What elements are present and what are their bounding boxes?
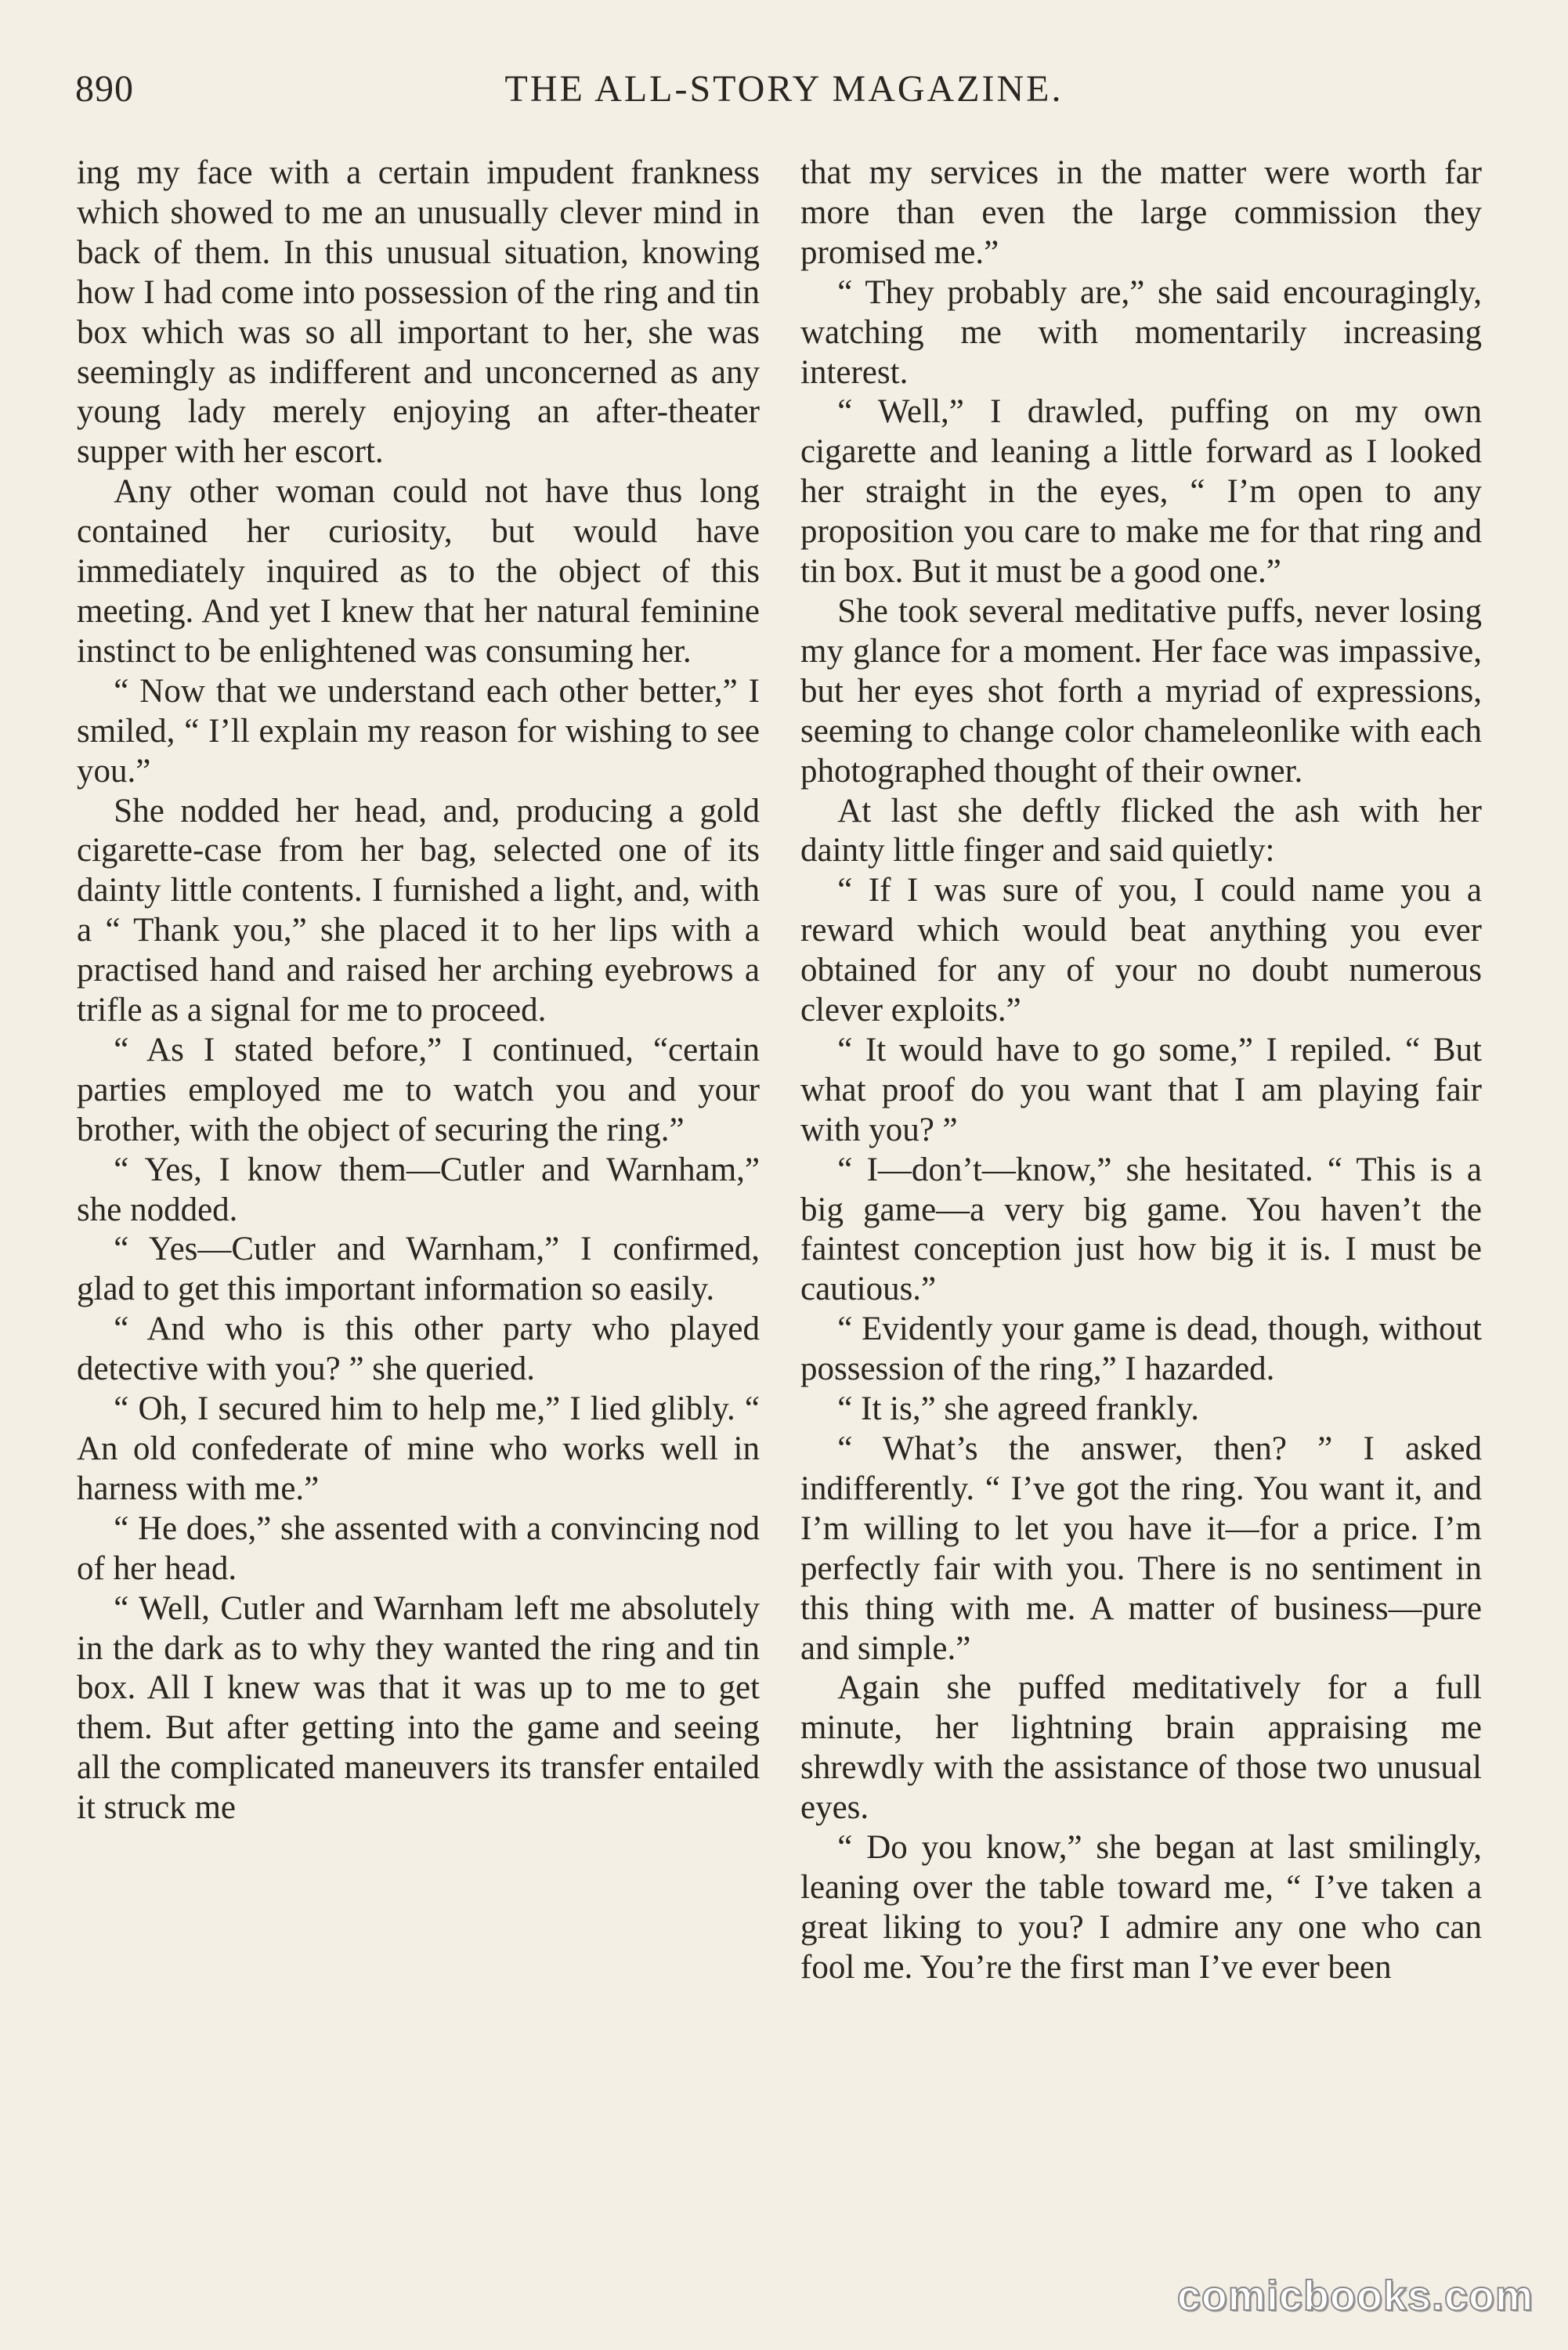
page-number: 890 [75,68,134,110]
paragraph: “ As I stated before,” I continued, “certain parties employed me to watch you and your brother, with the object of securing the ring.” [77,1031,760,1148]
paragraph: “ It is,” she agreed frankly. [837,1390,1199,1428]
page-header [75,67,1493,130]
paragraph: “ It would have to go some,” I repiled. “ But what proof do you want that I am playing fair with you? ” [800,1031,1482,1148]
paragraph: “ Now that we understand each other better,” I smiled, “ I’ll explain my reason for wishing to see you.” [77,672,760,790]
paragraph: She nodded her head, and, producing a gold cigarette-case from her bag, selected one of its dainty little contents. I furnished a light, and, with a “ Thank you,” she placed it to her lips with a practised hand and raised her arching eyebrows a trifle as a signal for me to proceed. [77,792,760,1029]
paragraph: “ They probably are,” she said encouragingly, watching me with momentarily increasing interest. [800,273,1482,391]
right-column [800,154,1482,1988]
paragraph: “ Oh, I secured him to help me,” I lied glibly. “ An old confederate of mine who works well in harness with me.” [77,1390,760,1507]
paragraph: “ Evidently your game is dead, though, without possession of the ring,” I hazarded. [800,1311,1482,1388]
left-column [77,154,760,1828]
paragraph: that my services in the matter were worth far more than even the large commission they promised me.” [800,154,1482,271]
paragraph: Again she puffed meditatively for a full minute, her lightning brain appraising me shrewdly with the assistance of those two unusual eyes. [800,1669,1482,1827]
paragraph: She took several meditative puffs, never losing my glance for a moment. Her face was impassive, but her eyes shot forth a myriad of expressions, seeming to change color chameleonlike with each photographed thought of their owner. [800,592,1482,790]
paragraph: Any other woman could not have thus long contained her curiosity, but would have immediately inquired as to the object of this meeting. And yet I knew that her natural feminine instinct to be enlightened was consuming her. [77,473,760,670]
paragraph: “ He does,” she assented with a convincing nod of her head. [77,1509,760,1587]
paragraph: “ If I was sure of you, I could name you a reward which would beat anything you ever obtained for any of your no doubt numerous clever exploits.” [800,872,1482,1029]
paragraph: “ Yes, I know them—Cutler and Warnham,” she nodded. [77,1151,760,1228]
paragraph: “ What’s the answer, then? ” I asked indifferently. “ I’ve got the ring. You want it, and I’m willing to let you have it—for a price. I’m perfectly fair with you. There is no sentiment in this thing with me. A matter of business—pure and simple.” [800,1430,1482,1667]
paragraph: “ Well,” I drawled, puffing on my own cigarette and leaning a little forward as I looked her straight in the eyes, “ I’m open to any proposition you care to make me for that ring and tin box. But it must be a good one.” [800,393,1482,591]
paragraph: “ And who is this other party who played detective with you? ” she queried. [77,1311,760,1388]
paragraph: “ Well, Cutler and Warnham left me absolutely in the dark as to why they wanted the ring and tin box. All I knew was that it was up to me to get them. But after getting into the game and seeing all the complicated maneuvers its transfer entailed it struck me [77,1589,760,1827]
running-head: THE ALL-STORY MAGAZINE. [504,68,1064,110]
paragraph: ing my face with a certain impudent frankness which showed to me an unusually clever mind in back of them. In this unusual situation, knowing how I had come into possession of the ring and tin box which was so all important to her, she was seemingly as indifferent and unconcerned as any young lady merely enjoying an after-theater supper with her escort. [77,154,760,471]
paragraph: At last she deftly flicked the ash with her dainty little finger and said quietly: [800,792,1482,870]
paragraph: “ I—don’t—know,” she hesitated. “ This is a big game—a very big game. You haven’t the faintest conception just how big it is. I must be cautious.” [800,1151,1482,1308]
watermark: comicbooks.com [1176,2272,1534,2319]
paragraph: “ Do you know,” she began at last smilingly, leaning over the table toward me, “ I’ve taken a great liking to you? I admire any one who can fool me. You’re the first man I’ve ever been [800,1829,1482,1986]
paragraph: “ Yes—Cutler and Warnham,” I confirmed, glad to get this important information so easily. [77,1231,760,1308]
